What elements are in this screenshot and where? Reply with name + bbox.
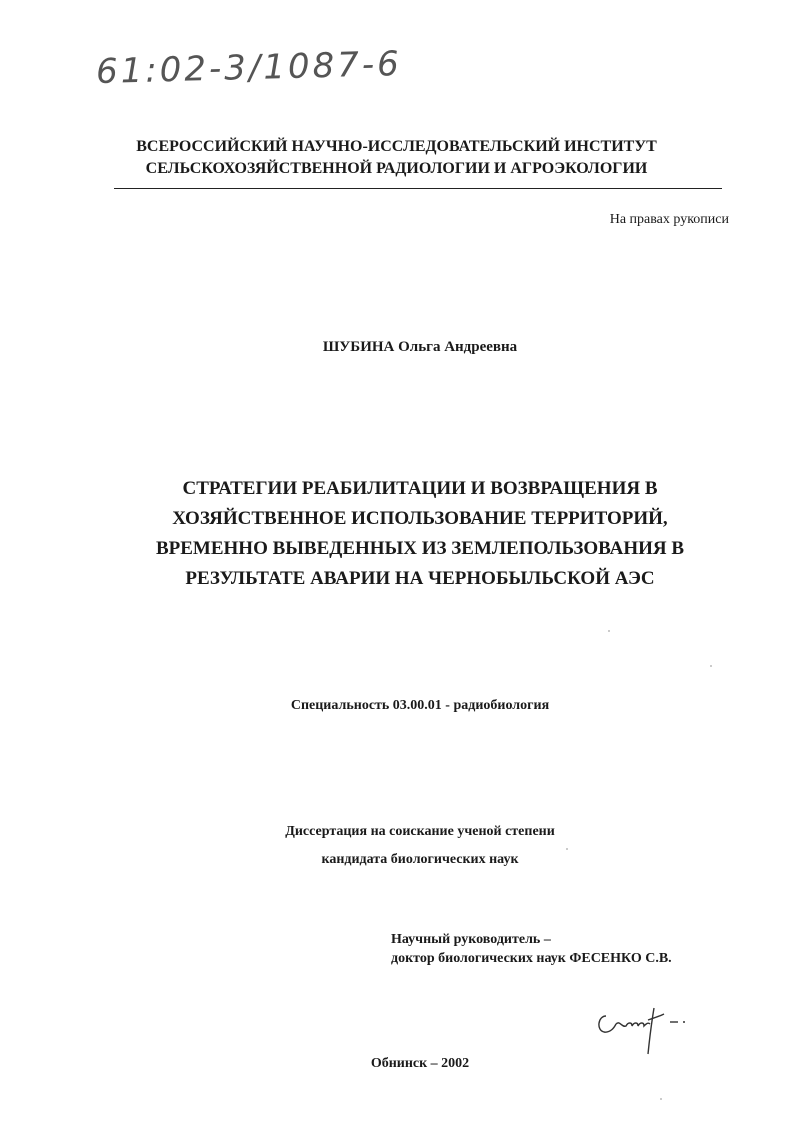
- scan-speck: [660, 1098, 662, 1100]
- degree-line-1: Диссертация на соискание ученой степени: [285, 824, 555, 839]
- institute-line-1: ВСЕРОССИЙСКИЙ НАУЧНО-ИССЛЕДОВАТЕЛЬСКИЙ ИНСТИТУТ: [136, 138, 657, 155]
- specialty: Специальность 03.00.01 - радиобиология: [290, 698, 550, 713]
- title-line: СТРАТЕГИИ РЕАБИЛИТАЦИИ И ВОЗВРАЩЕНИЯ В: [182, 478, 658, 499]
- header-divider: [114, 188, 722, 189]
- title-line: ВРЕМЕННО ВЫВЕДЕННЫХ ИЗ ЗЕМЛЕПОЛЬЗОВАНИЯ В: [155, 538, 685, 559]
- supervisor-name: доктор биологических наук ФЕСЕНКО С.В.: [391, 951, 672, 966]
- title-line: ХОЗЯЙСТВЕННОЕ ИСПОЛЬЗОВАНИЕ ТЕРРИТОРИЙ,: [172, 508, 668, 529]
- handwritten-catalog-code: 61:02-3/1087-6: [95, 44, 403, 92]
- degree-line-2: кандидата биологических наук: [321, 852, 519, 867]
- supervisor-block: [391, 930, 672, 968]
- scan-speck: [566, 848, 568, 850]
- institute-line-2: СЕЛЬСКОХОЗЯЙСТВЕННОЙ РАДИОЛОГИИ И АГРОЭКОЛОГИИ: [145, 160, 648, 177]
- handwritten-signature: [592, 1000, 692, 1060]
- city-and-year: Обнинск – 2002: [370, 1056, 470, 1071]
- dissertation-title: [0, 474, 793, 594]
- scan-speck: [608, 630, 610, 632]
- scan-speck: [710, 665, 712, 667]
- supervisor-role: Научный руководитель –: [391, 932, 551, 947]
- degree-statement: [0, 818, 793, 874]
- institute-name: [0, 136, 793, 180]
- manuscript-rights-note: На правах рукописи: [609, 212, 729, 227]
- title-line: РЕЗУЛЬТАТЕ АВАРИИ НА ЧЕРНОБЫЛЬСКОЙ АЭС: [185, 568, 655, 589]
- author-name: ШУБИНА Ольга Андреевна: [322, 339, 518, 355]
